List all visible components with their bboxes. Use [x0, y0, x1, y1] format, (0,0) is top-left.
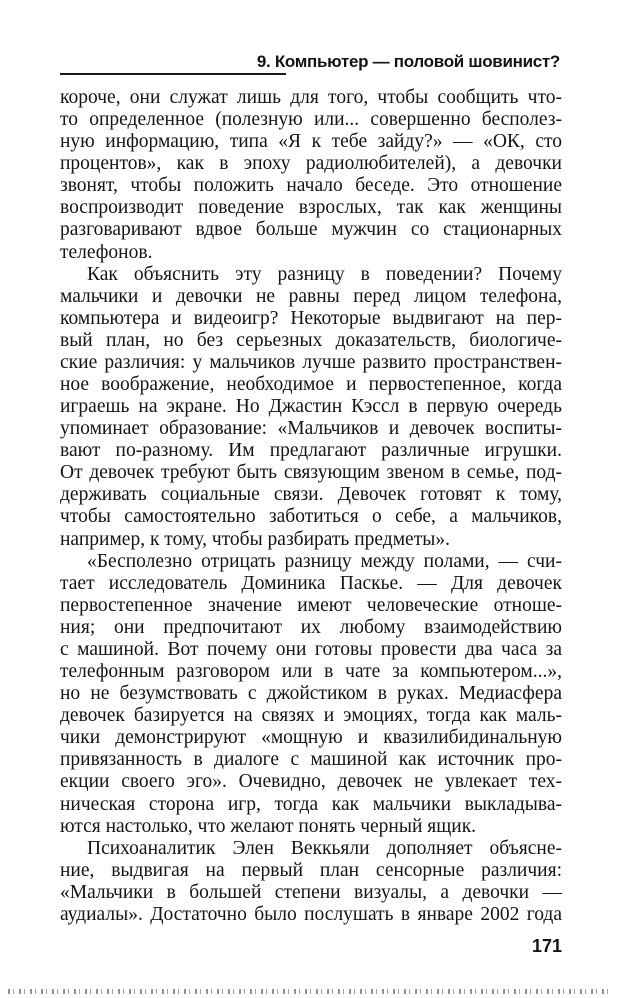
header-rule [60, 73, 286, 75]
text-line: ются настолько, что желают понять черный ящик. [60, 815, 477, 837]
text-line: вый план, но без серьезных доказательств, биологиче- [60, 329, 562, 351]
running-header [60, 52, 562, 80]
text-line: ские различия: у мальчиков лучше развито пространствен- [60, 351, 562, 373]
text-line: Как объяснить эту разницу в поведении? Почему [87, 263, 562, 285]
text-line: екции своего эго». Очевидно, девочек не увлекает тех- [60, 771, 562, 793]
text-line: ние, выдвигая на первый план сенсорные различия: [60, 859, 562, 881]
text-line: например, к тому, чтобы разбирать предметы». [60, 528, 450, 550]
text-line: ническая сторона игр, тогда как мальчики выкладыва- [60, 793, 562, 815]
text-line: но не безумствовать с джойстиком в руках. Медиасфера [60, 683, 562, 705]
text-line: первостепенное значение имеют человеческие отноше- [60, 594, 562, 616]
text-line: чтобы самостоятельно заботиться о себе, а мальчиков, [60, 506, 562, 528]
text-line: звонят, чтобы положить начало беседе. Это отношение [60, 175, 562, 197]
body-text [60, 87, 562, 926]
text-line: с машиной. Вот почему они готовы провести два часа за [60, 638, 562, 660]
text-line: ное воображение, необходимое и первостепенное, когда [60, 374, 562, 396]
page-number: 171 [531, 936, 562, 956]
chapter-title: 9. Компьютер — половой шовинист? [256, 52, 560, 71]
scan-edge-artifact [8, 989, 612, 994]
text-line: процентов», как в эпоху радиолюбителей), а девочки [60, 153, 562, 175]
text-line: упоминает образование: «Мальчиков и девочек воспиты- [60, 418, 562, 440]
text-line: вают по-разному. Им предлагают различные игрушки. [60, 440, 562, 462]
text-line: ния; они предпочитают их любому взаимодействию [60, 616, 562, 638]
text-line: «Бесполезно отрицать разницу между полами, — счи- [87, 550, 562, 572]
text-line: телефонов. [60, 241, 153, 263]
text-line: телефонным разговором или в чате за компьютером...», [60, 661, 562, 683]
text-line: ную информацию, типа «Я к тебе зайду?» — «ОК, сто [60, 131, 562, 153]
text-line: «Мальчики в большей степени визуалы, а девочки — [60, 881, 562, 903]
text-line: аудиалы». Достаточно было послушать в январе 2002 года [60, 903, 562, 925]
text-line: разговаривают вдвое больше мужчин со стационарных [60, 219, 562, 241]
text-line: компьютера и видеоигр? Некоторые выдвигают на пер- [60, 307, 562, 329]
text-line: девочек базируется на связях и эмоциях, тогда как маль- [60, 705, 562, 727]
text-line: держивать социальные связи. Девочек готовят к тому, [60, 484, 562, 506]
text-line: От девочек требуют быть связующим звеном в семье, под- [60, 462, 562, 484]
text-line: мальчики и девочки не равны перед лицом телефона, [60, 285, 562, 307]
text-line: тает исследователь Доминика Паскье. — Для девочек [60, 572, 562, 594]
text-line: короче, они служат лишь для того, чтобы сообщить что- [60, 87, 562, 108]
text-line: Психоаналитик Элен Веккьяли дополняет объясне- [87, 837, 562, 859]
text-line: играешь на экране. Но Джастин Кэссл в первую очередь [60, 396, 562, 418]
text-line: привязанность в диалоге с машиной как источник про- [60, 749, 562, 771]
text-line: то определенное (полезную или... совершенно бесполез- [60, 109, 562, 131]
text-line: чики демонстрируют «мощную и квазилибидинальную [60, 727, 562, 749]
text-line: воспроизводит поведение взрослых, так как женщины [60, 197, 562, 219]
